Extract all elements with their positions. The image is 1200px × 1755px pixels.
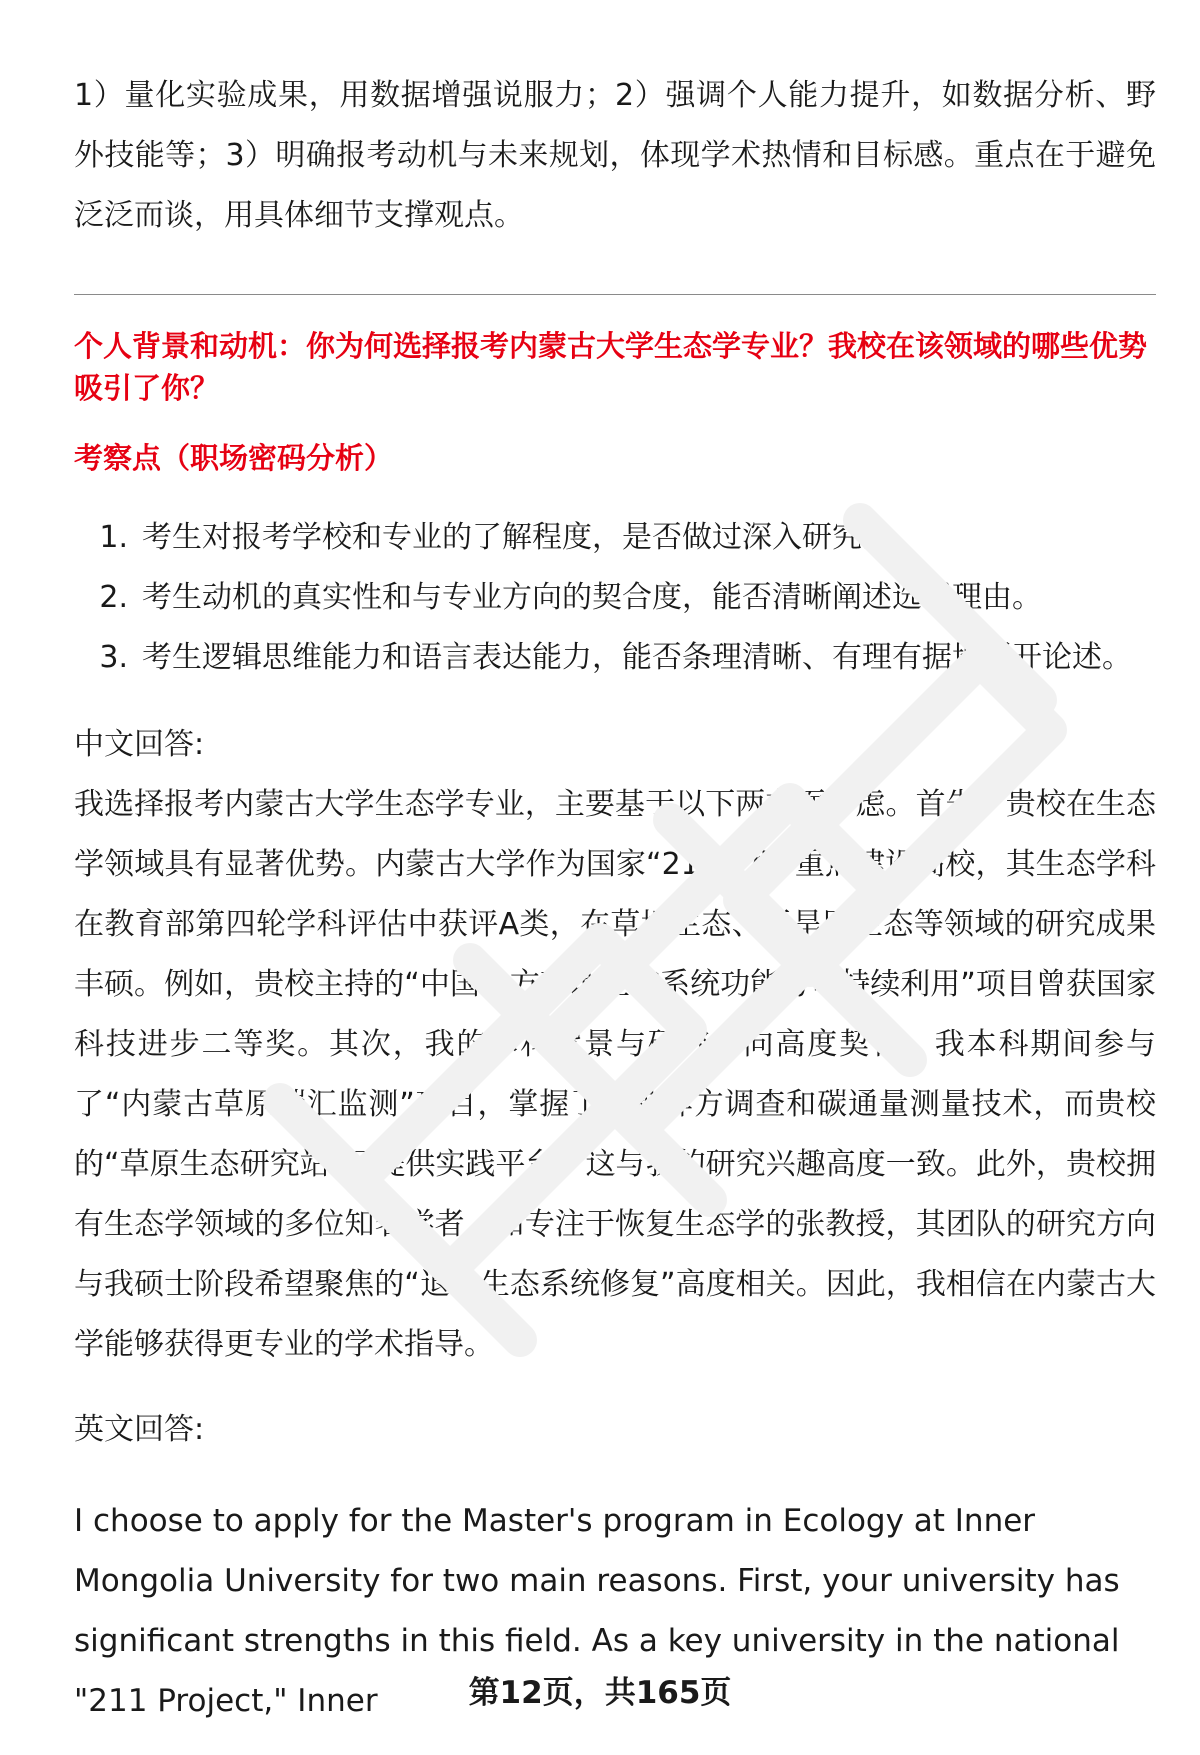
english-answer-label: 英文回答: <box>74 1412 205 1447</box>
section-divider <box>74 294 1156 295</box>
list-item-text: 考生对报考学校和专业的了解程度，是否做过深入研究。 <box>142 520 892 555</box>
list-item <box>74 508 1156 568</box>
list-item-number: 1. <box>99 520 128 555</box>
question-heading: 个人背景和动机：你为何选择报考内蒙古大学生态学专业？我校在该领域的哪些优势吸引了你？ <box>74 329 1148 405</box>
list-item-text: 考生逻辑思维能力和语言表达能力，能否条理清晰、有理有据地展开论述。 <box>142 640 1132 675</box>
analysis-label: 考察点（职场密码分析） <box>74 441 394 475</box>
intro-paragraph: 1）量化实验成果，用数据增强说服力；2）强调个人能力提升，如数据分析、野外技能等；3）明确报考动机与未来规划，体现学术热情和目标感。重点在于避免泛泛而谈，用具体细节支撑观点。 <box>74 78 1156 233</box>
list-item-text: 考生动机的真实性和与专业方向的契合度，能否清晰阐述选择理由。 <box>142 580 1042 615</box>
list-item-number: 2. <box>99 580 128 615</box>
page-number-footer: 第12页，共165页 <box>468 1675 732 1711</box>
list-item-number: 3. <box>99 640 128 675</box>
analysis-points-list <box>74 508 1156 688</box>
chinese-answer-label: 中文回答: <box>74 727 205 762</box>
list-item <box>74 568 1156 628</box>
list-item <box>74 628 1156 688</box>
english-answer-text: I choose to apply for the Master's program in Ecology at Inner Mongolia University for two main reasons. First, your university has significant strengths in this field. As a key university in the national "211 Project," Inner <box>74 1503 1120 1719</box>
chinese-answer-text: 我选择报考内蒙古大学生态学专业，主要基于以下两方面考虑。首先，贵校在生态学领域具有显著优势。内蒙古大学作为国家“211工程”重点建设高校，其生态学科在教育部第四轮学科评估中获评A类，在草地生态、干旱区生态等领域的研究成果丰硕。例如，贵校主持的“中国北方草地生态系统功能与可持续利用”项目曾获国家科技进步二等奖。其次，我的本科背景与研究方向高度契合。我本科期间参与了“内蒙古草原碳汇监测”项目，掌握了植被样方调查和碳通量测量技术，而贵校的“草原生态研究站”可提供实践平台，这与我的研究兴趣高度一致。此外，贵校拥有生态学领域的多位知名学者，如专注于恢复生态学的张教授，其团队的研究方向与我硕士阶段希望聚焦的“退化生态系统修复”高度相关。因此，我相信在内蒙古大学能够获得更专业的学术指导。 <box>74 787 1156 1362</box>
